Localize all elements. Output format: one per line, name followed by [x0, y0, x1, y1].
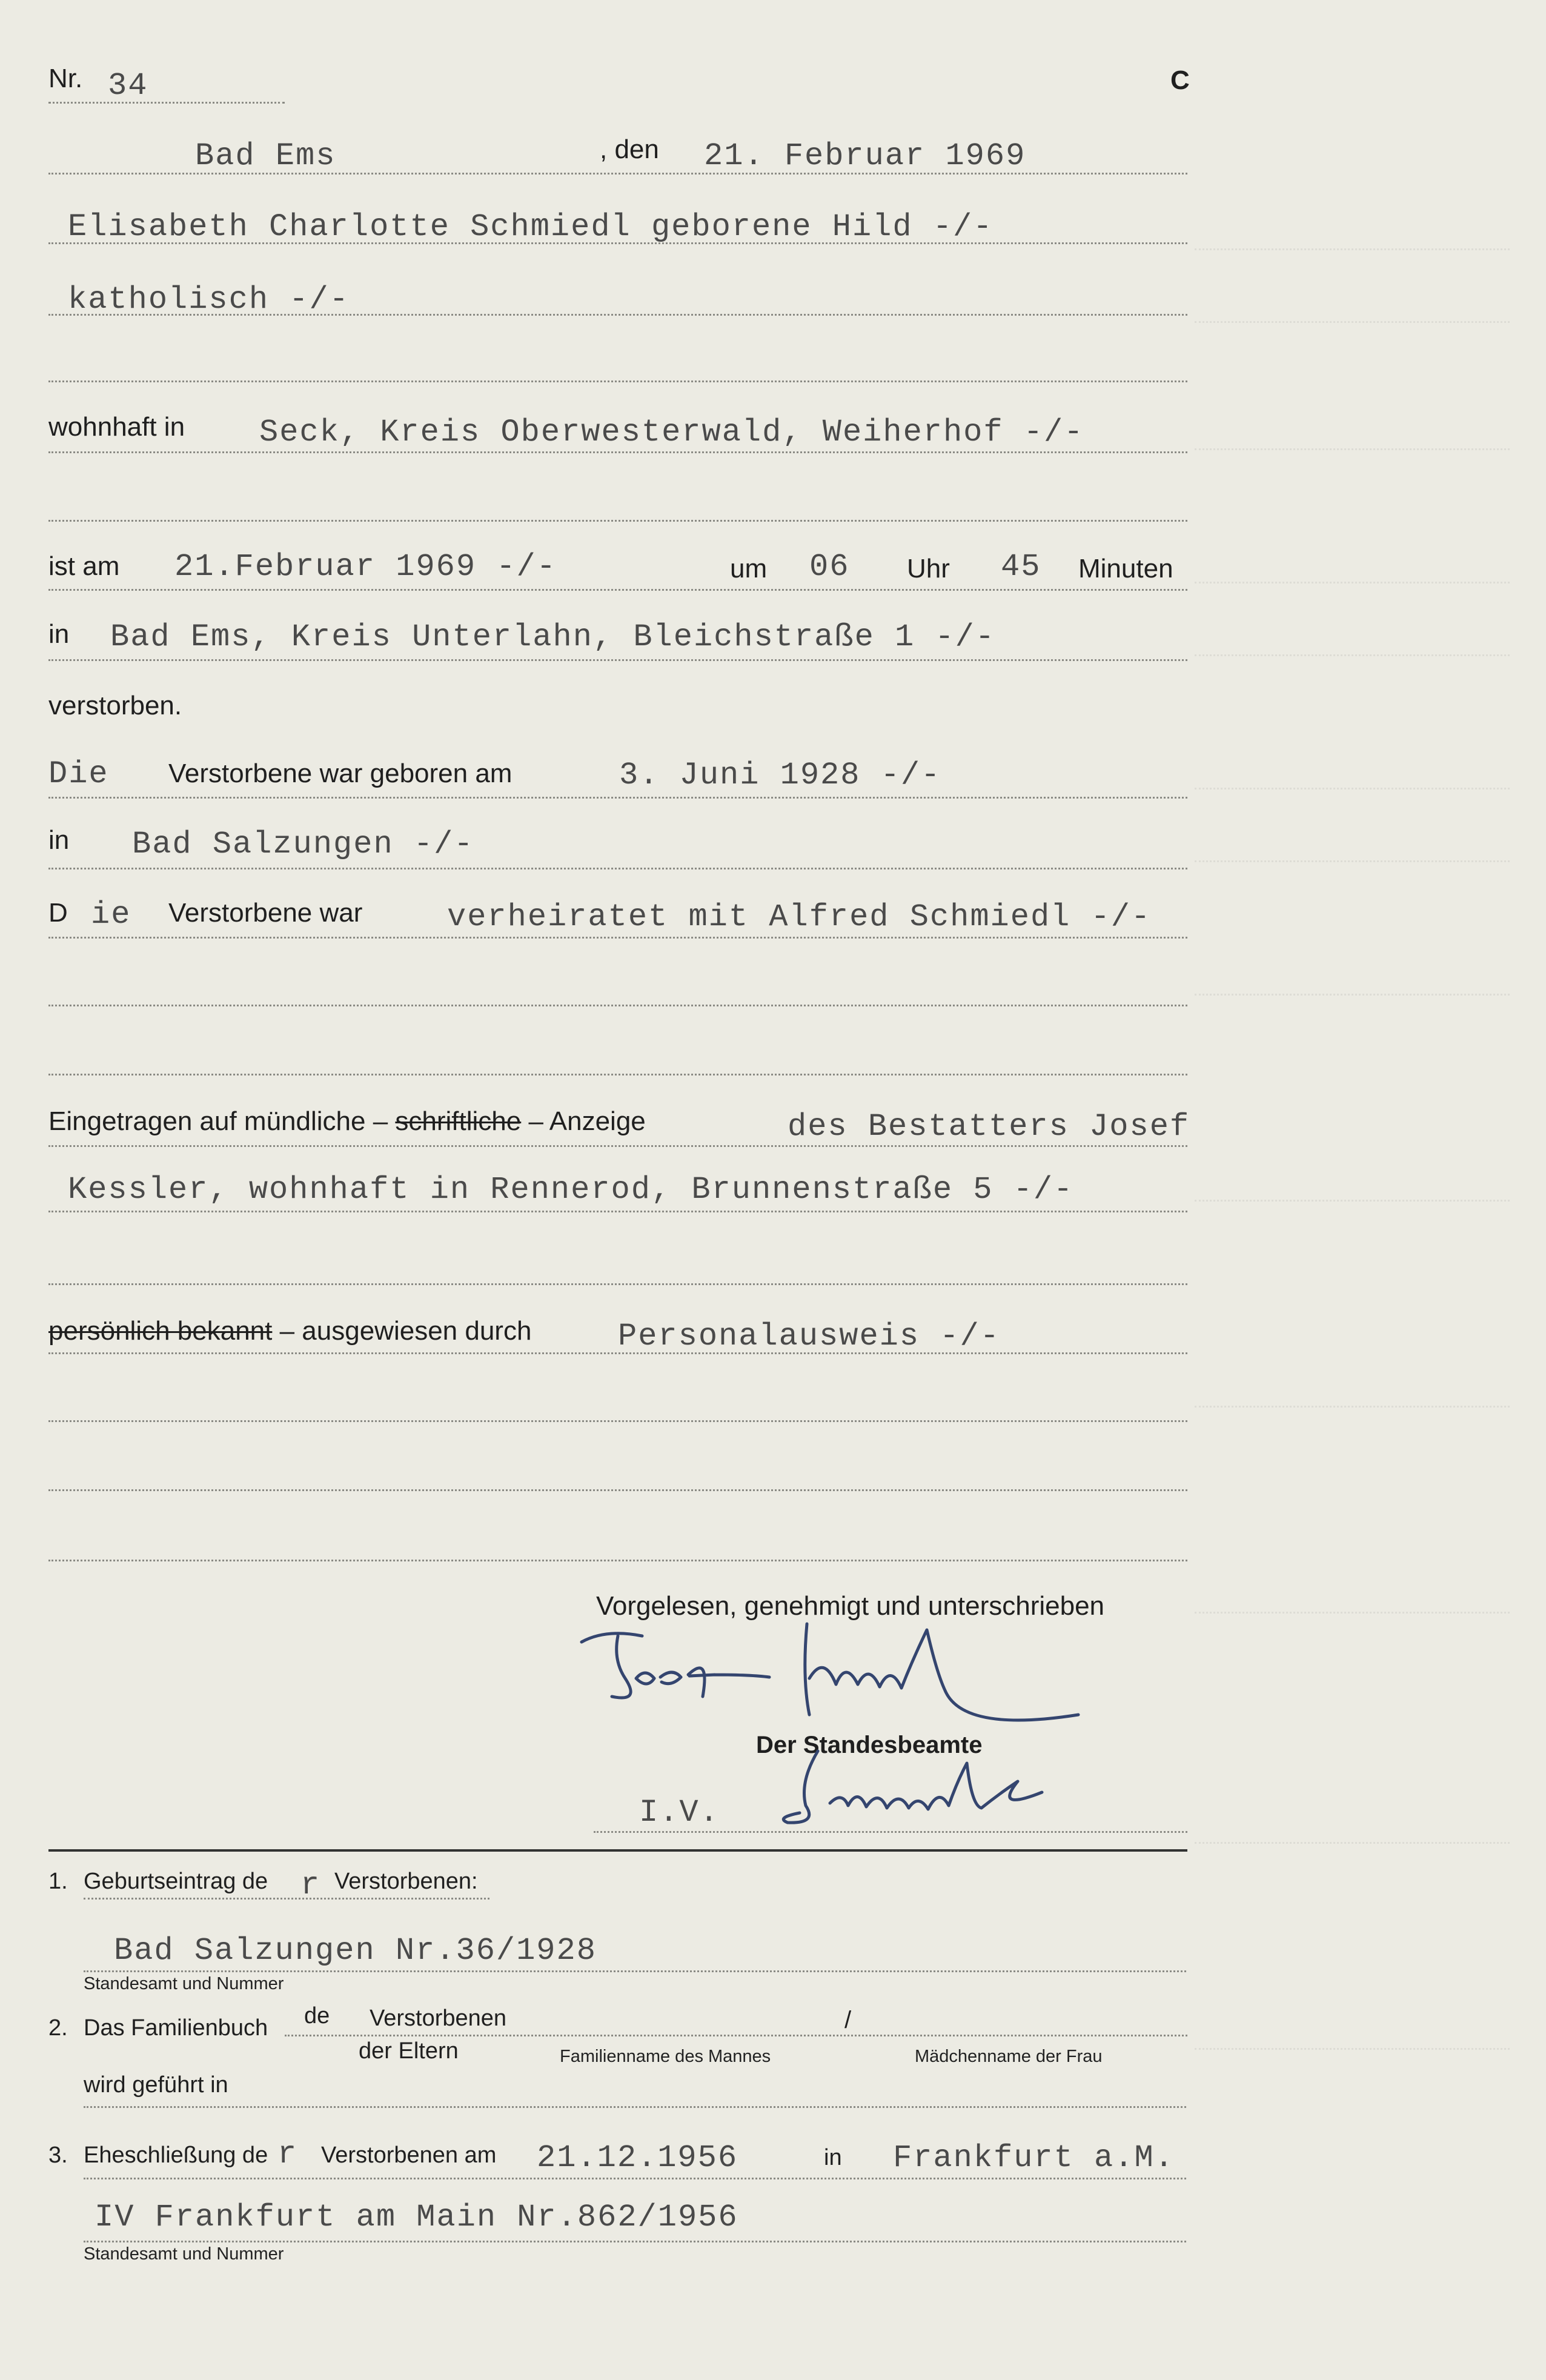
- note3-place: Frankfurt a.M.: [893, 2140, 1175, 2176]
- signer-stroke-j: [582, 1634, 642, 1698]
- death-ist-am-label: ist am: [48, 551, 120, 581]
- name-line: [48, 242, 1187, 244]
- registration-label-struck: schriftliche: [395, 1106, 522, 1136]
- death-uhr-label: Uhr: [907, 554, 950, 583]
- note2-label: Das Familienbuch: [84, 2015, 268, 2041]
- registration-line-2: [48, 1211, 1187, 1212]
- person-religion: katholisch -/-: [68, 282, 350, 317]
- note3-in: in: [824, 2145, 842, 2170]
- death-minuten-label: Minuten: [1078, 554, 1173, 583]
- note3-date: 21.12.1956: [537, 2140, 738, 2176]
- registration-label-part1: Eingetragen auf mündliche –: [48, 1106, 388, 1136]
- birth-die-typed: Die: [48, 756, 109, 792]
- residence-value: Seck, Kreis Oberwesterwald, Weiherhof -/-: [259, 414, 1084, 450]
- place-value: Bad Ems: [195, 138, 336, 174]
- note1-label-a: Geburtseintrag de: [84, 1869, 268, 1894]
- nr-value: 34: [108, 68, 148, 104]
- signer-stroke-osef: [636, 1668, 769, 1697]
- identification-label: [48, 1316, 531, 1346]
- blank-line-6: [48, 1420, 1187, 1422]
- marital-value: verheiratet mit Alfred Schmiedl -/-: [447, 899, 1152, 935]
- registration-line-1: [48, 1145, 1187, 1147]
- note3-value-line: [84, 2241, 1186, 2242]
- identification-label-part: – ausgewiesen durch: [279, 1316, 532, 1346]
- residence-label: wohnhaft in: [48, 412, 185, 442]
- blank-line-2: [48, 520, 1187, 522]
- note1-label-b: Verstorbenen:: [334, 1869, 478, 1894]
- death-place-line: [48, 659, 1187, 661]
- blank-line-3: [48, 1005, 1187, 1006]
- marital-ie-typed: ie: [91, 897, 131, 932]
- identification-value: Personalausweis -/-: [618, 1318, 1000, 1354]
- marital-d-label: D: [48, 898, 68, 928]
- birth-date-line: [48, 797, 1187, 799]
- marital-label: Verstorbene war: [168, 898, 363, 928]
- note1-typed: r: [300, 1867, 321, 1903]
- residence-line: [48, 451, 1187, 453]
- note1-value: Bad Salzungen Nr.36/1928: [114, 1933, 597, 1969]
- birth-place: Bad Salzungen -/-: [132, 826, 474, 862]
- note3-caption: Standesamt und Nummer: [84, 2244, 284, 2264]
- note2-caption-frau: Mädchenname der Frau: [915, 2047, 1103, 2066]
- death-um-label: um: [730, 554, 768, 583]
- death-in-label: in: [48, 619, 70, 649]
- blank-line-8: [48, 1560, 1187, 1561]
- read-approved-label: Vorgelesen, genehmigt und unterschrieben: [596, 1591, 1105, 1621]
- note2-number: 2.: [48, 2015, 68, 2041]
- note3-typed: r: [277, 2136, 298, 2172]
- iv-typed: I.V.: [639, 1795, 720, 1830]
- marital-line: [48, 937, 1187, 939]
- note2-gefuehrt-line: [84, 2106, 1186, 2108]
- note3-value: IV Frankfurt am Main Nr.862/1956: [95, 2199, 738, 2235]
- religion-line: [48, 314, 1187, 316]
- official-title: Der Standesbeamte: [756, 1732, 983, 1758]
- official-stroke-chmiedl: [830, 1763, 1042, 1809]
- person-name: Elisabeth Charlotte Schmiedl geborene Hild -/-: [68, 209, 994, 245]
- birth-label: Verstorbene war geboren am: [168, 759, 513, 788]
- note3-label-a: Eheschließung de: [84, 2142, 268, 2168]
- verstorben-label: verstorben.: [48, 691, 182, 720]
- den-label: , den: [600, 135, 659, 164]
- section-divider: [48, 1849, 1187, 1852]
- death-date-line: [48, 589, 1187, 591]
- corner-letter: C: [1170, 65, 1190, 95]
- official-stroke-s: [783, 1751, 818, 1823]
- registration-label: [48, 1106, 646, 1137]
- place-date-line: [48, 173, 1187, 175]
- iv-line: [594, 1831, 1187, 1833]
- birth-date: 3. Juni 1928 -/-: [619, 757, 941, 793]
- nr-line: [48, 102, 285, 104]
- official-signature: [763, 1745, 1054, 1836]
- note3-number: 3.: [48, 2142, 68, 2168]
- death-place: Bad Ems, Kreis Unterlahn, Bleichstraße 1 -/-: [110, 619, 996, 655]
- note2-slash: /: [844, 2007, 852, 2033]
- death-hour: 06: [809, 549, 850, 585]
- note2-de: de: [304, 2003, 330, 2029]
- note3-line: [84, 2178, 1186, 2179]
- nr-label: Nr.: [48, 64, 83, 93]
- registration-value-1: des Bestatters Josef: [788, 1109, 1190, 1145]
- note2-caption-mann: Familienname des Mannes: [560, 2047, 771, 2066]
- signer-stroke-kessler: [805, 1624, 1078, 1720]
- note2-gefuehrt: wird geführt in: [84, 2072, 228, 2098]
- death-minutes: 45: [1001, 549, 1041, 585]
- date-value: 21. Februar 1969: [704, 138, 1026, 174]
- blank-line-5: [48, 1283, 1187, 1285]
- birth-place-line: [48, 868, 1187, 869]
- blank-line-4: [48, 1074, 1187, 1075]
- note2-verstorbenen: Verstorbenen: [370, 2006, 507, 2031]
- note2-line: [285, 2035, 1187, 2036]
- blank-line-7: [48, 1489, 1187, 1491]
- note3-label-b: Verstorbenen am: [321, 2142, 497, 2168]
- identification-line: [48, 1352, 1187, 1354]
- death-date: 21.Februar 1969 -/-: [174, 549, 557, 585]
- facing-page-bleed-through: [1158, 0, 1546, 2380]
- note1-number: 1.: [48, 1869, 68, 1894]
- registration-label-part2: – Anzeige: [528, 1106, 646, 1136]
- registration-value-2: Kessler, wohnhaft in Rennerod, Brunnenstraße 5 -/-: [68, 1172, 1074, 1208]
- birth-in-label: in: [48, 825, 70, 855]
- blank-line-1: [48, 381, 1187, 382]
- note2-eltern: der Eltern: [359, 2038, 459, 2064]
- note1-label-line: [84, 1898, 489, 1900]
- note1-caption: Standesamt und Nummer: [84, 1974, 284, 1993]
- identification-label-struck: persönlich bekannt: [48, 1316, 273, 1346]
- note1-value-line: [84, 1970, 1186, 1972]
